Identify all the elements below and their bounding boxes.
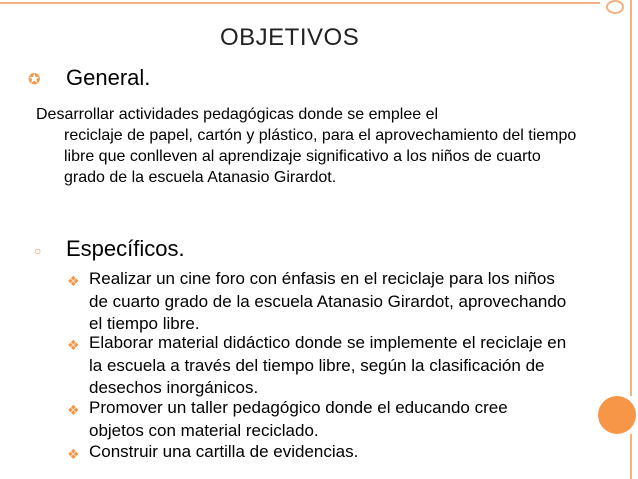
right-decorative-line bbox=[630, 0, 632, 396]
general-heading: General. bbox=[66, 65, 151, 90]
four-diamond-bullet-icon: ❖ bbox=[67, 273, 80, 289]
list-item-text: Promover un taller pedagógico donde el educando cree objetos con material reciclado. bbox=[89, 398, 508, 440]
list-item bbox=[67, 441, 567, 464]
list-item bbox=[67, 268, 567, 336]
slide-title: OBJETIVOS bbox=[220, 24, 360, 51]
general-paragraph bbox=[36, 104, 596, 188]
diamond-bullet-icon: ✪ bbox=[28, 71, 41, 88]
four-diamond-bullet-icon: ❖ bbox=[67, 446, 80, 462]
list-item-text: Construir una cartilla de evidencias. bbox=[89, 442, 359, 461]
top-decorative-line bbox=[0, 2, 600, 4]
right-decorative-line-bottom bbox=[630, 434, 632, 479]
small-circle-decoration bbox=[606, 0, 624, 14]
general-paragraph-line1: Desarrollar actividades pedagógicas donde se emplee el bbox=[36, 106, 439, 123]
four-diamond-bullet-icon: ❖ bbox=[67, 402, 80, 418]
four-diamond-bullet-icon: ❖ bbox=[67, 337, 80, 353]
list-item-text: Elaborar material didáctico donde se implemente el reciclaje en la escuela a través del tiempo libre, según la clasificación de desechos inorgánicos. bbox=[89, 333, 567, 397]
list-item-text: Realizar un cine foro con énfasis en el reciclaje para los niños de cuarto grado de la escuela Atanasio Girardot, aprovechando el tiempo libre. bbox=[89, 269, 567, 333]
orange-circle-decoration bbox=[598, 396, 636, 434]
list-item bbox=[67, 332, 567, 400]
especificos-heading: Específicos. bbox=[66, 236, 185, 261]
circle-bullet-icon: ○ bbox=[34, 244, 42, 258]
general-paragraph-rest: reciclaje de papel, cartón y plástico, para el aprovechamiento del tiempo libre que conlleven al aprendizaje significativo a los niños de cuarto grado de la escuela Atanasio Girardot. bbox=[64, 127, 577, 186]
list-item bbox=[67, 397, 567, 442]
